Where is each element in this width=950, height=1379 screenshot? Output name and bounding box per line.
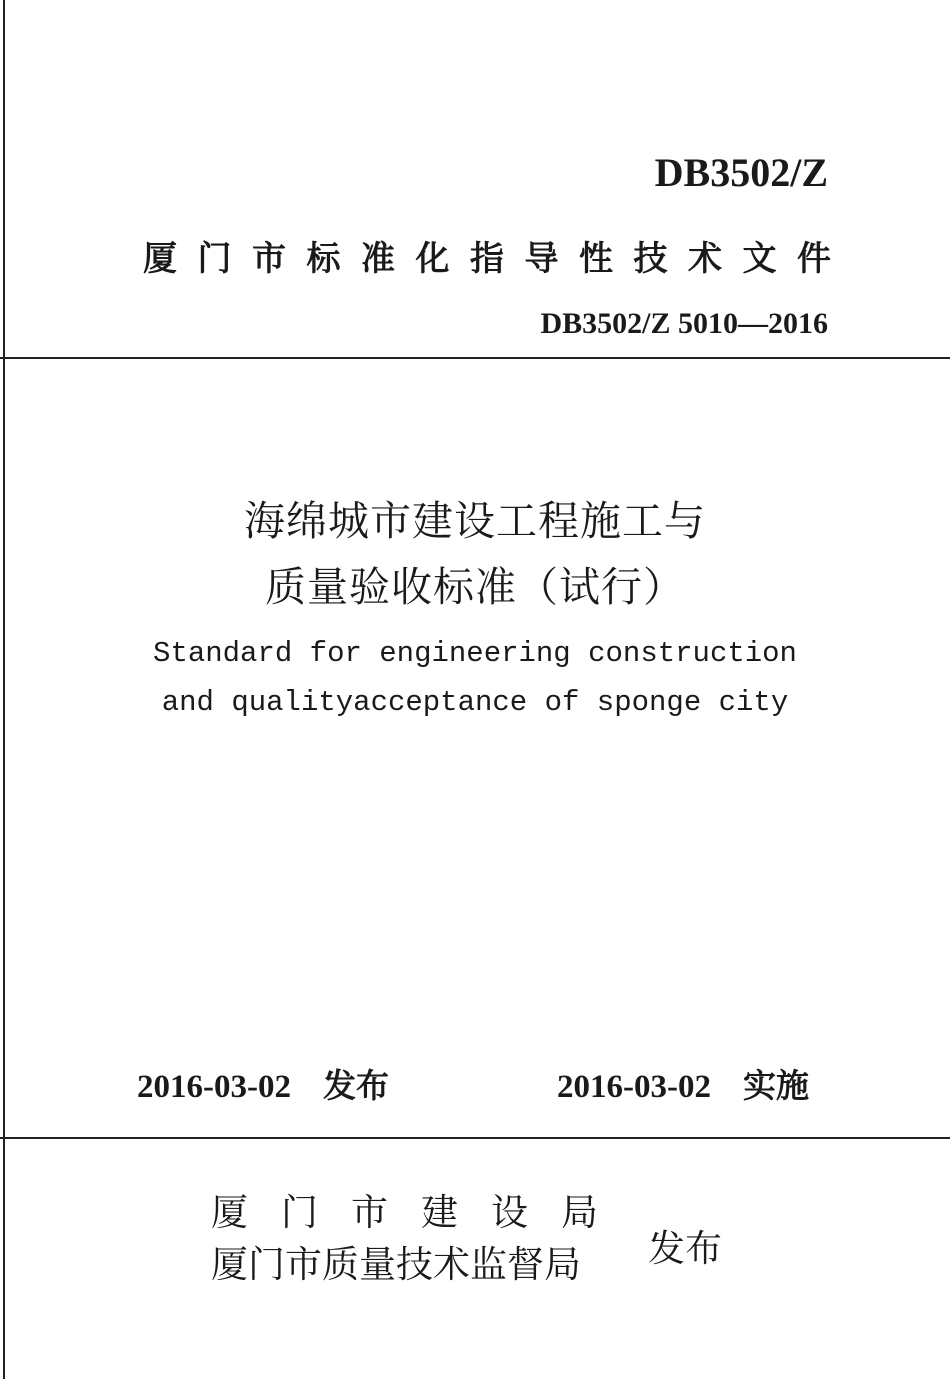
document-type: 厦门市标准化指导性技术文件 xyxy=(143,239,852,279)
standard-code: DB3502/Z xyxy=(654,150,828,195)
effective-label: 实施 xyxy=(742,1066,809,1105)
title-english-line-2: and qualityacceptance of sponge city xyxy=(161,686,789,719)
issue-date: 2016-03-02 xyxy=(137,1069,291,1105)
title-chinese-line-1: 海绵城市建设工程施工与 xyxy=(244,497,706,545)
footer-divider xyxy=(0,1137,950,1139)
issue-date-row xyxy=(137,1064,389,1109)
publisher-quality-bureau: 厦门市质量技术监督局 xyxy=(211,1243,581,1286)
issue-label: 发布 xyxy=(322,1066,389,1105)
document-number: DB3502/Z 5010—2016 xyxy=(540,307,828,340)
title-chinese-line-2: 质量验收标准（试行） xyxy=(265,563,685,611)
effective-date: 2016-03-02 xyxy=(557,1069,711,1105)
header-divider xyxy=(0,357,950,359)
publisher-label: 发布 xyxy=(648,1227,722,1270)
effective-date-row xyxy=(557,1064,809,1109)
title-english-line-1: Standard for engineering construction xyxy=(153,637,797,670)
publisher-construction-bureau: 厦门市建设局 xyxy=(211,1191,631,1234)
